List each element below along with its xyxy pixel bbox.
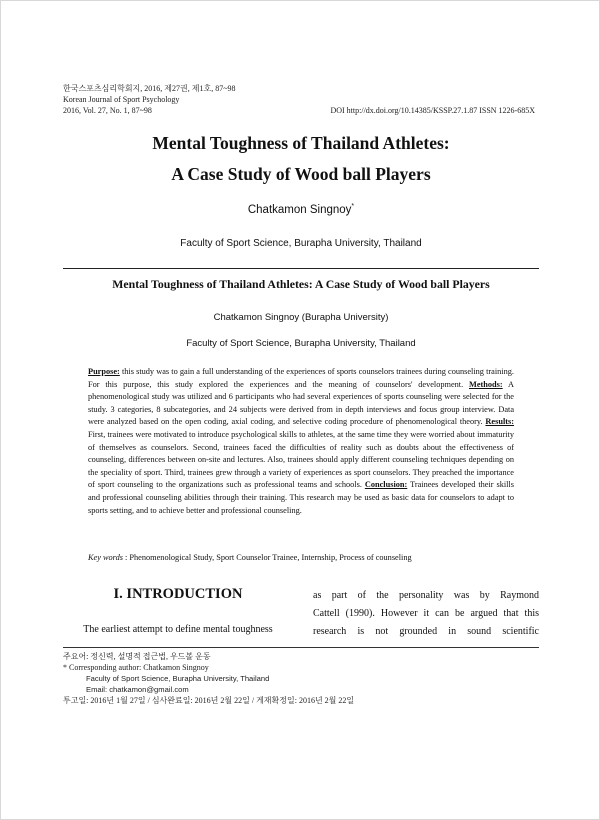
intro-left-column: The earliest attempt to define mental toughness <box>83 624 273 635</box>
paper-title-line-2: A Case Study of Wood ball Players <box>171 164 431 184</box>
author-name: Chatkamon Singnoy <box>247 203 352 216</box>
methods-text: A phenomenological study was utilized and 6 participants who had several experiences of sports counseling were selected for the study. 3 categories, 8 subcategories, and 24 subjects were derived from in depth interviews and focus group interview. Data were analyzed based on the open coding, axial coding, and selective coding procedure of phenomenological theory. <box>88 379 515 427</box>
methods-label: Methods: <box>469 379 503 389</box>
section-heading-introduction: I. INTRODUCTION <box>113 586 243 602</box>
intro-right-line: Cattell (1990). However it can be argued that this <box>313 608 539 619</box>
results-text: First, trainees were motivated to introduce psychological skills to athletes, at the same time they were worried about immaturity of themselves as counselors. Second, trainees faced the difficulties of reality such as doubts about the effectiveness of counseling, differences between on-site and lectures. Also, trainees should apply different counseling techniques depending on the speciality of sport. Third, trainees grew through a variety of experiences as sport counselors. They preached the importance of sport counseling to the organizations such as professional teams and schools. <box>88 429 514 490</box>
korean-keywords: 주요어: 정신력, 설명적 접근법, 우드볼 운동 <box>63 652 211 661</box>
journal-header <box>63 83 236 116</box>
conclusion-text: Trainees developed their skills and professional counseling abilities through their training. This research may be used as basic data for counselors to adapt to sports setting, and to achieve better and professional counseling. <box>88 480 514 515</box>
english-affiliation: Faculty of Sport Science, Burapha University, Thailand <box>186 338 416 349</box>
purpose-text: this study was to gain a full understanding of the experiences of sports counselors trainees during counseling training. For this purpose, this study explored the experiences and the meaning of counselors' development. <box>88 367 514 389</box>
author <box>1 203 600 216</box>
doi-line: DOI http://dx.doi.org/10.14385/KSSP.27.1.87 ISSN 1226-685X <box>330 106 535 115</box>
journal-name-korean: 한국스포츠심리학회지, 2016, 제27권, 제1호, 87~98 <box>63 84 236 93</box>
submission-dates: 투고일: 2016년 1월 27일 / 심사완료일: 2016년 2월 22일 / 게재확정일: 2016년 2월 22일 <box>63 696 355 705</box>
english-author: Chatkamon Singnoy (Burapha University) <box>213 312 389 323</box>
corresponding-email: Email: chatkamon@gmail.com <box>86 685 189 694</box>
intro-right-line: as part of the personality was by Raymond <box>313 590 539 601</box>
corresponding-affiliation: Faculty of Sport Science, Burapha University, Thailand <box>86 674 270 683</box>
english-title: Mental Toughness of Thailand Athletes: A Case Study of Wood ball Players <box>112 277 490 291</box>
intro-right-line: research is not grounded in sound scientific <box>313 626 539 637</box>
title-divider <box>63 268 539 269</box>
paper-title-line-1: Mental Toughness of Thailand Athletes: <box>152 133 450 153</box>
abstract <box>88 366 514 517</box>
purpose-label: Purpose: <box>88 367 120 376</box>
journal-name-english: Korean Journal of Sport Psychology <box>63 95 180 104</box>
keywords-text: : Phenomenological Study, Sport Counselor Trainee, Internship, Process of counseling <box>122 553 412 562</box>
journal-volume: 2016, Vol. 27, No. 1, 87~98 <box>63 106 152 115</box>
results-label: Results: <box>485 417 514 427</box>
corresponding-mark: * <box>351 203 355 210</box>
footnotes <box>63 651 354 706</box>
corresponding-author: * Corresponding author: Chatkamon Singnoy <box>63 663 209 672</box>
keywords-label: Key words <box>88 553 123 562</box>
footnote-divider <box>63 647 539 648</box>
keywords <box>88 553 528 562</box>
intro-right-column <box>313 587 539 641</box>
conclusion-label: Conclusion: <box>364 480 408 490</box>
affiliation: Faculty of Sport Science, Burapha University, Thailand <box>180 238 422 249</box>
